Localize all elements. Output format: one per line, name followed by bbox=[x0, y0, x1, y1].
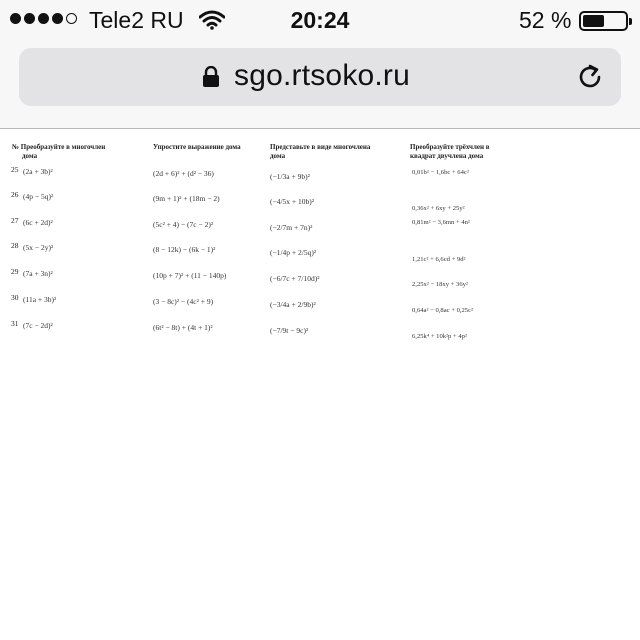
col4-expression: 0,36x² + 6xy + 25y² bbox=[412, 205, 465, 212]
clock: 20:24 bbox=[290, 7, 350, 33]
col3-expression: (−3/4a + 2/9b)² bbox=[270, 300, 316, 309]
address-bar[interactable] bbox=[19, 48, 621, 106]
col2-expression: (9m + 1)² + (18m − 2) bbox=[153, 194, 220, 203]
col4-expression: 0,01b² − 1,6bc + 64c² bbox=[412, 169, 469, 176]
task-number: 27 bbox=[11, 216, 19, 225]
col1-expression: (6c + 2d)² bbox=[23, 218, 53, 227]
col2-expression: (8 − 12k) − (6k − 1)² bbox=[153, 245, 216, 254]
col2-expression: (3 − 8c)² − (4c² + 9) bbox=[153, 297, 214, 306]
col4-expression: 0,81m² − 3,6mn + 4n² bbox=[412, 219, 470, 226]
col4-expression: 2,25x² − 18xy + 36y² bbox=[412, 281, 468, 288]
col2-expression: (10p + 7)² + (11 − 140p) bbox=[153, 271, 227, 280]
col1-header-line2: дома bbox=[22, 152, 38, 160]
col3-expression: (−6/7c + 7/10d)² bbox=[270, 274, 320, 283]
browser-toolbar bbox=[0, 42, 640, 129]
battery-percent: 52 % bbox=[519, 7, 572, 33]
task-number: 30 bbox=[11, 293, 19, 302]
col3-expression: (−2/7m + 7n)² bbox=[270, 223, 313, 232]
col1-expression: (7a + 3n)² bbox=[23, 269, 53, 278]
col2-expression: (5c² + 4) − (7c − 2)² bbox=[153, 220, 214, 229]
carrier-name: Tele2 RU bbox=[89, 7, 184, 33]
task-number: 31 bbox=[11, 319, 19, 328]
lock-icon bbox=[202, 66, 220, 88]
reload-icon[interactable] bbox=[576, 63, 604, 91]
col4-header-line1: Преобразуйте трёхчлен в bbox=[410, 143, 490, 151]
col1-header-line1: № Преобразуйте в многочлен bbox=[12, 143, 106, 151]
battery-nub bbox=[629, 18, 632, 25]
col3-expression: (−1/3a + 9b)² bbox=[270, 172, 310, 181]
col3-expression: (−1/4p + 2/5q)² bbox=[270, 248, 317, 257]
col4-expression: 0,64a² − 0,8ac + 0,25c² bbox=[412, 307, 474, 314]
col3-expression: (−4/5x + 10b)² bbox=[270, 197, 315, 206]
col1-expression: (2a + 3b)² bbox=[23, 167, 53, 176]
url-text[interactable]: sgo.rtsoko.ru bbox=[234, 59, 411, 92]
col2-expression: (6t² − 8t) + (4t + 1)² bbox=[153, 323, 213, 332]
col4-expression: 6,25k⁴ + 10k²p + 4p² bbox=[412, 333, 467, 340]
task-number: 26 bbox=[11, 190, 19, 199]
col2-header: Упростите выражение дома bbox=[153, 143, 241, 151]
col3-header-line1: Представьте в виде многочлена bbox=[270, 143, 371, 151]
col1-expression: (11a + 3b)² bbox=[23, 295, 57, 304]
task-number: 29 bbox=[11, 267, 19, 276]
status-bar bbox=[0, 0, 640, 42]
task-number: 25 bbox=[11, 165, 19, 174]
col3-header-line2: дома bbox=[270, 152, 286, 160]
col4-expression: 1,21c² + 6,6cd + 9d² bbox=[412, 256, 466, 263]
battery-fill bbox=[583, 15, 604, 27]
worksheet-image bbox=[0, 129, 640, 640]
col4-header-line2: квадрат двучлена дома bbox=[410, 152, 484, 160]
col1-expression: (4p − 5q)² bbox=[23, 192, 54, 201]
col3-expression: (−7/9t − 9c)² bbox=[270, 326, 309, 335]
col1-expression: (5x − 2y)² bbox=[23, 243, 54, 252]
battery-icon bbox=[579, 11, 628, 31]
col2-expression: (2d + 6)² + (d² − 36) bbox=[153, 169, 214, 178]
col1-expression: (7c − 2d)² bbox=[23, 321, 53, 330]
task-number: 28 bbox=[11, 241, 19, 250]
